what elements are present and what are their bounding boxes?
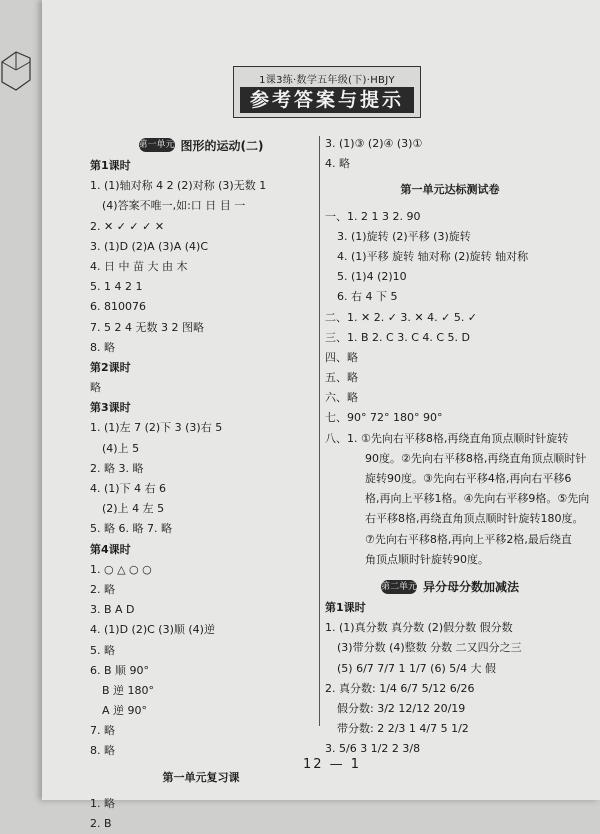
answer-line: 带分数: 2 2/3 1 4/7 5 1/2 [337,722,469,736]
answer-line: 略 [90,381,101,395]
answer-line: 1. 略 [90,796,115,810]
answer-line: 一、1. 2 1 3 2. 90 [325,209,421,223]
answer-line: 2. ✕ ✓ ✓ ✓ ✕ [90,219,165,233]
answer-line: 八、1. ①先向右平移8格,再绕直角顶点顺时针旋转 [325,431,569,445]
lesson-heading: 第1课时 [325,600,366,614]
answer-line: 旋转90度。③先向右平移4格,再向右平移6 [365,472,572,485]
header-title: 参考答案与提示 [240,87,414,113]
answer-line: 4. 日 中 苗 大 由 木 [90,259,188,273]
answer-line: 5. 略 [90,643,115,657]
answer-line: 假分数: 3/2 12/12 20/19 [337,701,466,715]
right-column [325,134,590,759]
answer-line: B 逆 180° [102,683,155,697]
answer-line: 2. 真分数: 1/4 6/7 5/12 6/26 [325,681,475,695]
answer-line: 2. 略 [90,582,115,596]
unit-badge-2: 第二单元 [380,581,417,592]
unit-heading-1 [90,134,312,156]
answer-line: 1. ○ △ ○ ○ [90,562,152,576]
lesson-heading: 第3课时 [90,401,131,415]
unit-title-1: 图形的运动(二) [180,138,264,153]
unit-heading-2 [325,576,575,598]
cube-drawing-icon [0,40,30,100]
answer-line: 7. 5 2 4 无数 3 2 图略 [90,320,204,334]
answer-line: 3. B A D [90,603,135,617]
answer-line: 5. 1 4 2 1 [90,280,143,294]
unit-title-2: 异分母分数加减法 [422,580,519,595]
answer-line: 角顶点顺时针旋转90度。 [365,552,489,566]
answer-line: 6. B 顺 90° [90,663,150,677]
lesson-heading: 第2课时 [90,360,131,374]
answer-line: 90度。②先向右平移8格,再绕直角顶点顺时针 [365,451,587,465]
lesson-heading: 第1课时 [90,159,131,172]
answer-line: 8. 略 [90,744,115,758]
answer-line: 2. 略 3. 略 [90,461,144,475]
answer-line: 5. (1)4 (2)10 [337,270,407,284]
answer-line: ⑦先向右平移8格,再向上平移2格,最后绕直 [365,532,572,546]
answer-line: 2. B [90,817,112,830]
answer-line: 4. (1)下 4 右 6 [90,482,167,495]
answer-line: 4. (1)D (2)C (3)顺 (4)逆 [90,623,215,637]
lesson-heading: 第4课时 [90,542,131,556]
answer-line: (5) 6/7 7/7 1 1/7 (6) 5/4 大 假 [337,661,496,675]
header-banner [233,66,421,118]
answer-line: 三、1. B 2. C 3. C 4. C 5. D [325,330,471,344]
answer-line: 5. 略 6. 略 7. 略 [90,522,172,536]
answer-line: 8. 略 [90,340,115,354]
answer-line: (4)答案不唯一,如:口 日 目 一 [102,199,246,213]
left-column [90,134,312,834]
answer-line: 3. (1)③ (2)④ (3)① [325,137,423,150]
answer-line: (4)上 5 [102,441,140,455]
answer-line: (2)上 4 左 5 [102,502,165,516]
answer-line: 六、略 [325,391,358,405]
answer-line: 3. (1)D (2)A (3)A (4)C [90,239,209,253]
page-number: 12 — 1 [302,757,362,772]
section-title-review: 第一单元复习课 [162,770,240,784]
answer-line: 格,再向上平移1格。④先向右平移9格。⑤先向 [365,492,590,506]
answer-line: 右平移8格,再绕直角顶点顺时针旋转180度。 [365,512,584,526]
answer-line: 7. 略 [90,724,115,738]
answer-line: 6. 810076 [90,300,146,314]
section-title-test: 第一单元达标测试卷 [400,183,500,197]
answer-line: 4. 略 [325,157,350,171]
unit-badge-1: 第一单元 [138,140,175,150]
answer-line: 4. (1)平移 旋转 轴对称 (2)旋转 轴对称 [337,249,529,263]
answer-line: (3)带分数 (4)整数 分数 二又四分之三 [337,641,522,655]
answer-line: 五、略 [325,371,358,385]
answer-line: 6. 右 4 下 5 [337,290,398,304]
answer-line: A 逆 90° [102,704,148,718]
answer-line: 四、略 [325,350,358,364]
answer-line: 二、1. ✕ 2. ✓ 3. ✕ 4. ✓ 5. ✓ [325,310,478,324]
answer-line: 1. (1)真分数 真分数 (2)假分数 假分数 [325,621,513,635]
column-divider [319,136,320,726]
answer-page [42,0,600,830]
answer-line: 3. 5/6 3 1/2 2 3/8 [325,742,421,756]
answer-line: 1. (1)左 7 (2)下 3 (3)右 5 [90,421,223,435]
answer-line: 3. (1)旋转 (2)平移 (3)旋转 [337,229,471,243]
answer-line: 七、90° 72° 180° 90° [325,411,443,425]
header-subtitle: 1课3练·数学五年级(下)·HBJY [259,75,395,86]
answer-line: 1. (1)轴对称 4 2 (2)对称 (3)无数 1 [90,179,267,193]
